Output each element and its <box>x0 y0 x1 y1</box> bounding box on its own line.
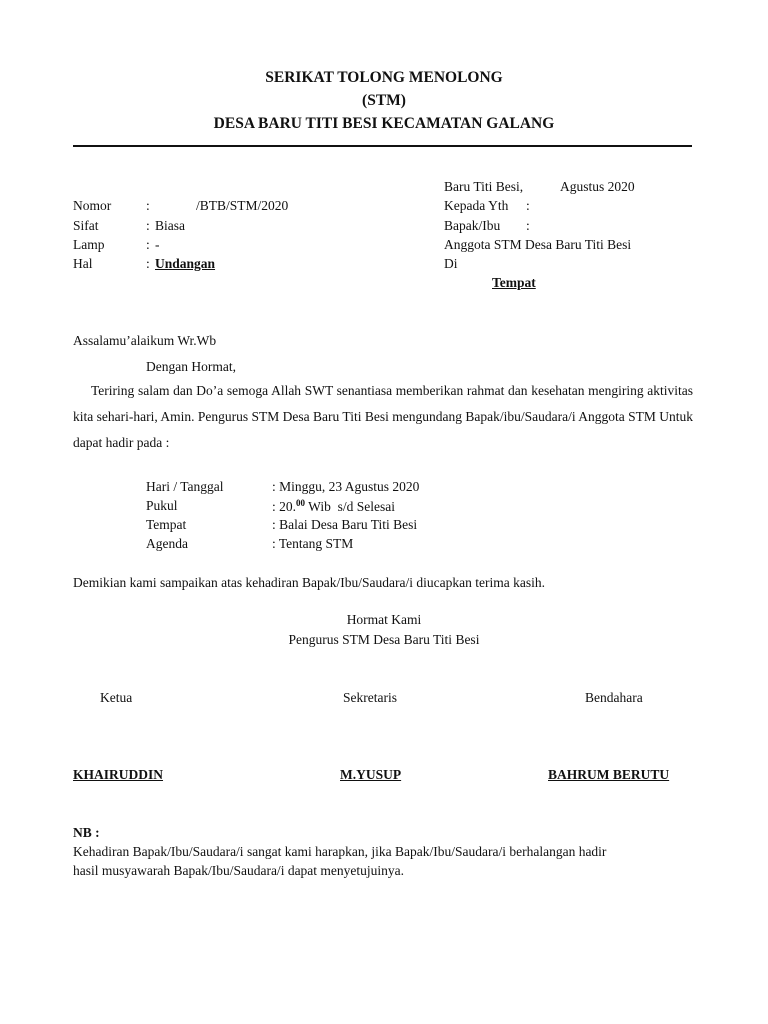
nomor-value: /BTB/STM/2020 <box>196 198 289 213</box>
kepada-colon: : <box>526 198 530 213</box>
signer-sekretaris: M.YUSUP <box>340 767 402 782</box>
lamp-value: - <box>155 237 160 252</box>
bapak-ibu-colon: : <box>526 218 530 233</box>
detail-label-date: Hari / Tanggal <box>146 479 224 494</box>
sifat-label: Sifat <box>73 218 99 233</box>
greeting: Assalamu’alaikum Wr.Wb <box>73 333 217 348</box>
time-minute: 00 <box>296 498 306 508</box>
pengurus-label: Pengurus STM Desa Baru Titi Besi <box>288 632 480 647</box>
letterhead-line-1: SERIKAT TOLONG MENOLONG <box>265 69 503 86</box>
detail-value-place: : Balai Desa Baru Titi Besi <box>272 517 418 532</box>
nomor-colon: : <box>146 198 150 213</box>
detail-label-time: Pukul <box>146 498 178 513</box>
sifat-value: Biasa <box>155 218 185 233</box>
lamp-colon: : <box>146 237 150 252</box>
salutation: Dengan Hormat, <box>146 359 236 374</box>
letterhead-line-3: DESA BARU TITI BESI KECAMATAN GALANG <box>213 115 555 132</box>
detail-label-agenda: Agenda <box>146 536 188 551</box>
detail-label-place: Tempat <box>146 517 187 532</box>
date: Agustus 2020 <box>560 179 635 194</box>
letterhead-divider <box>73 145 692 147</box>
role-ketua: Ketua <box>100 690 133 705</box>
time-rest: Wib s/d Selesai <box>305 499 395 514</box>
recipient: Anggota STM Desa Baru Titi Besi <box>444 237 632 252</box>
signer-bendahara: BAHRUM BERUTU <box>548 767 670 782</box>
letterhead-line-2: (STM) <box>362 92 406 109</box>
note-line-1: Kehadiran Bapak/Ibu/Saudara/i sangat kami harapkan, jika Bapak/Ibu/Saudara/i berhalangan hadir <box>73 844 607 859</box>
tempat-label: Tempat <box>492 275 536 290</box>
signer-ketua: KHAIRUDDIN <box>73 767 164 782</box>
lamp-label: Lamp <box>73 237 105 252</box>
role-bendahara: Bendahara <box>585 690 643 705</box>
hal-label: Hal <box>73 256 93 271</box>
invitation-paragraph: Teriring salam dan Do’a semoga Allah SWT senantiasa memberikan rahmat dan kesehatan mengiring aktivitas kita sehari-hari, Amin. Pengurus STM Desa Baru Titi Besi mengundang Bapak/ibu/Saudara/i Anggota STM Untuk dapat hadir pada : <box>73 383 693 450</box>
detail-value-date: : Minggu, 23 Agustus 2020 <box>272 479 420 494</box>
hal-value: Undangan <box>155 256 216 271</box>
hal-colon: : <box>146 256 150 271</box>
note-label: NB : <box>73 825 100 840</box>
di-label: Di <box>444 256 458 271</box>
hormat-kami: Hormat Kami <box>346 612 422 627</box>
kepada-label: Kepada Yth <box>444 198 509 213</box>
role-sekretaris: Sekretaris <box>343 690 397 705</box>
note-line-2: hasil musyawarah Bapak/Ibu/Saudara/i dapat menyetujuinya. <box>73 863 405 878</box>
nomor-label: Nomor <box>73 198 112 213</box>
closing-text: Demikian kami sampaikan atas kehadiran Bapak/Ibu/Saudara/i diucapkan terima kasih. <box>73 575 545 590</box>
time-hour: : 20. <box>272 499 297 514</box>
detail-value-agenda: : Tentang STM <box>272 536 354 551</box>
detail-value-time <box>272 498 395 515</box>
place: Baru Titi Besi, <box>444 179 524 194</box>
sifat-colon: : <box>146 218 150 233</box>
bapak-ibu-label: Bapak/Ibu <box>444 218 501 233</box>
